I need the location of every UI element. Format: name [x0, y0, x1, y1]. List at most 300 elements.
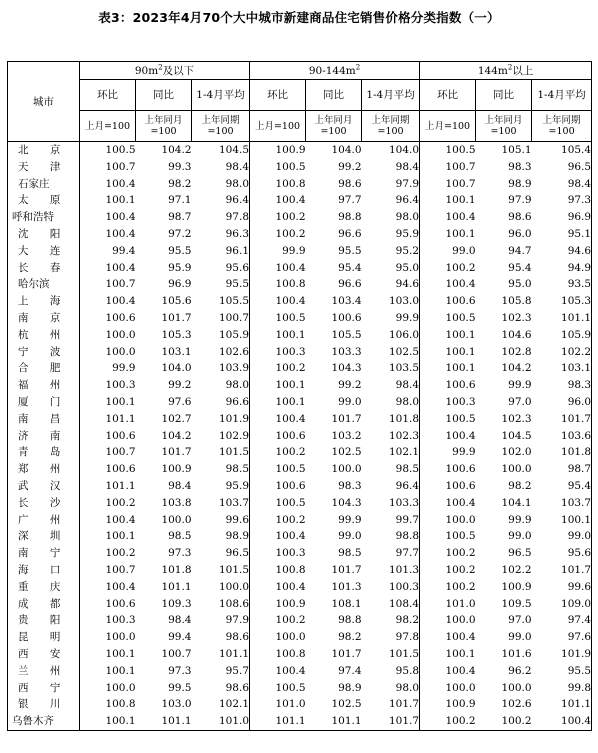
index-value: 98.0 — [225, 177, 250, 190]
index-value: 95.1 — [532, 226, 592, 243]
index-value: 97.2 — [168, 227, 192, 240]
index-value: 101.7 — [161, 446, 192, 459]
index-value: 98.2 — [338, 631, 362, 644]
index-value: 95.6 — [225, 261, 250, 274]
table-body — [8, 142, 592, 731]
index-value: 101.3 — [388, 563, 420, 576]
index-value: 101.6 — [501, 647, 532, 660]
index-value: 98.7 — [532, 461, 592, 478]
index-value: 100.5 — [250, 461, 306, 478]
index-value: 99.0 — [532, 528, 592, 545]
index-value: 100.1 — [105, 530, 136, 543]
index-value: 99.9 — [338, 513, 362, 526]
index-value: 101.8 — [388, 412, 420, 425]
city-name: 南 昌 — [8, 411, 80, 428]
index-value: 101.5 — [218, 446, 250, 459]
index-value: 100.4 — [250, 579, 306, 596]
index-value: 101.9 — [218, 412, 250, 425]
index-value: 100.0 — [105, 681, 136, 694]
table-row — [8, 663, 592, 680]
index-value: 99.0 — [338, 395, 362, 408]
index-value: 100.1 — [420, 226, 476, 243]
index-value: 103.9 — [218, 362, 250, 375]
city-name: 西 宁 — [8, 680, 80, 697]
index-value: 100.9 — [161, 463, 192, 476]
index-value: 99.0 — [508, 631, 532, 644]
city-name: 深 圳 — [8, 528, 80, 545]
index-value: 96.1 — [225, 244, 250, 257]
index-value: 95.2 — [395, 244, 420, 257]
index-value: 98.4 — [395, 379, 420, 392]
index-value: 95.5 — [338, 244, 362, 257]
index-value: 100.0 — [331, 463, 362, 476]
table-row — [8, 310, 592, 327]
index-value: 99.2 — [338, 379, 362, 392]
table-row — [8, 377, 592, 394]
index-value: 101.7 — [161, 311, 192, 324]
index-value: 102.5 — [388, 345, 420, 358]
table-row — [8, 176, 592, 193]
index-value: 98.0 — [395, 681, 420, 694]
index-value: 103.0 — [161, 698, 192, 711]
index-value: 99.9 — [420, 444, 476, 461]
index-value: 100.8 — [250, 562, 306, 579]
index-value: 99.7 — [395, 513, 420, 526]
index-value: 100.5 — [250, 680, 306, 697]
index-value: 102.1 — [218, 698, 250, 711]
city-name: 杭 州 — [8, 327, 80, 344]
index-value: 100.2 — [476, 713, 532, 730]
index-value: 100.5 — [420, 411, 476, 428]
index-value: 97.6 — [532, 629, 592, 646]
index-value: 100.6 — [105, 463, 136, 476]
index-value: 109.5 — [501, 597, 532, 610]
index-value: 100.6 — [250, 428, 306, 445]
index-value: 97.8 — [225, 211, 250, 224]
table-row — [8, 327, 592, 344]
index-value: 102.2 — [532, 344, 592, 361]
index-value: 95.4 — [508, 261, 532, 274]
index-value: 103.2 — [331, 429, 362, 442]
index-value: 100.6 — [420, 461, 476, 478]
index-value: 100.6 — [105, 597, 136, 610]
index-value: 99.9 — [250, 243, 306, 260]
index-value: 103.3 — [331, 345, 362, 358]
index-value: 100.6 — [420, 478, 476, 495]
index-value: 100.7 — [420, 176, 476, 193]
index-value: 100.6 — [420, 293, 476, 310]
index-value: 100.4 — [420, 495, 476, 512]
index-value: 101.1 — [136, 713, 192, 730]
index-value: 97.0 — [508, 395, 532, 408]
index-value: 98.9 — [338, 681, 362, 694]
index-value: 100.4 — [420, 663, 476, 680]
index-value: 96.4 — [395, 479, 420, 492]
index-value: 95.4 — [532, 478, 592, 495]
city-name: 西 安 — [8, 646, 80, 663]
index-value: 105.9 — [218, 328, 250, 341]
index-value: 100.0 — [420, 612, 476, 629]
city-name: 太 原 — [8, 192, 80, 209]
index-value: 96.0 — [532, 394, 592, 411]
index-value: 100.0 — [250, 629, 306, 646]
index-value: 98.5 — [168, 530, 192, 543]
index-value: 98.6 — [338, 177, 362, 190]
index-value: 96.3 — [225, 227, 250, 240]
index-value: 100.7 — [105, 160, 136, 173]
index-value: 99.9 — [508, 513, 532, 526]
index-value: 98.5 — [225, 463, 250, 476]
index-value: 105.6 — [161, 295, 192, 308]
index-value: 100.0 — [218, 580, 250, 593]
table-row — [8, 461, 592, 478]
index-value: 103.7 — [218, 496, 250, 509]
index-value: 100.4 — [250, 411, 306, 428]
index-value: 108.6 — [218, 597, 250, 610]
index-value: 100.2 — [420, 579, 476, 596]
index-value: 105.3 — [161, 328, 192, 341]
index-value: 98.9 — [225, 530, 250, 543]
index-value: 99.9 — [508, 379, 532, 392]
index-value: 100.9 — [420, 696, 476, 713]
index-value: 100.6 — [250, 478, 306, 495]
city-name: 天 津 — [8, 159, 80, 176]
index-value: 97.9 — [395, 177, 420, 190]
index-value: 100.1 — [532, 512, 592, 529]
table-row — [8, 344, 592, 361]
index-value: 100.4 — [420, 209, 476, 226]
index-value: 100.1 — [105, 194, 136, 207]
city-name: 北 京 — [8, 142, 80, 159]
index-value: 100.8 — [105, 698, 136, 711]
city-name: 宁 波 — [8, 344, 80, 361]
index-value: 98.5 — [395, 463, 420, 476]
index-value: 100.8 — [250, 176, 306, 193]
index-value: 100.1 — [420, 344, 476, 361]
index-value: 97.8 — [395, 631, 420, 644]
index-value: 100.9 — [250, 142, 306, 159]
index-value: 104.2 — [161, 144, 192, 156]
index-value: 96.0 — [508, 227, 532, 240]
index-value: 98.0 — [395, 211, 420, 224]
index-value: 106.0 — [388, 328, 420, 341]
index-value: 100.4 — [250, 260, 306, 277]
index-value: 100.2 — [105, 496, 136, 509]
city-name: 合 肥 — [8, 360, 80, 377]
index-value: 100.1 — [420, 192, 476, 209]
index-value: 101.1 — [250, 713, 306, 730]
index-value: 102.3 — [501, 412, 532, 425]
index-value: 96.5 — [508, 547, 532, 560]
index-value: 98.3 — [338, 479, 362, 492]
index-value: 102.1 — [388, 446, 420, 459]
index-value: 98.3 — [532, 377, 592, 394]
index-value: 100.1 — [250, 394, 306, 411]
index-value: 100.5 — [250, 159, 306, 176]
index-value: 95.9 — [395, 227, 420, 240]
index-value: 94.6 — [395, 278, 420, 291]
city-name: 厦 门 — [8, 394, 80, 411]
city-name: 长 春 — [8, 260, 80, 277]
base-header-yoy: 上年同月=100 — [136, 111, 192, 142]
index-value: 103.1 — [532, 360, 592, 377]
table-row — [8, 696, 592, 713]
sub-header-ytd: 1-4月平均 — [192, 80, 250, 111]
index-value: 98.4 — [532, 176, 592, 193]
city-name: 广 州 — [8, 512, 80, 529]
index-value: 98.0 — [225, 379, 250, 392]
index-value: 98.2 — [395, 614, 420, 627]
index-value: 97.3 — [168, 664, 192, 677]
city-name: 济 南 — [8, 428, 80, 445]
index-value: 94.6 — [532, 243, 592, 260]
index-value: 96.6 — [225, 395, 250, 408]
index-value: 95.5 — [168, 244, 192, 257]
group-header-large: $144m^2$以上 — [420, 62, 592, 80]
index-value: 103.1 — [161, 345, 192, 358]
city-name: 福 州 — [8, 377, 80, 394]
sub-header-ytd: 1-4月平均 — [362, 80, 420, 111]
index-value: 100.6 — [420, 377, 476, 394]
index-value: 100.4 — [250, 192, 306, 209]
index-value: 104.2 — [161, 429, 192, 442]
index-value: 97.6 — [168, 395, 192, 408]
table-row — [8, 713, 592, 730]
base-header-ytd: 上年同期=100 — [532, 111, 592, 142]
index-value: 100.1 — [420, 327, 476, 344]
index-value: 97.3 — [532, 192, 592, 209]
index-value: 101.0 — [250, 696, 306, 713]
index-value: 100.0 — [161, 513, 192, 526]
index-value: 102.3 — [388, 429, 420, 442]
index-value: 99.8 — [532, 680, 592, 697]
index-value: 104.3 — [331, 362, 362, 375]
index-value: 98.4 — [168, 479, 192, 492]
index-value: 100.0 — [501, 463, 532, 476]
index-value: 97.7 — [338, 194, 362, 207]
city-name: 武 汉 — [8, 478, 80, 495]
table-row — [8, 411, 592, 428]
index-value: 101.1 — [532, 696, 592, 713]
index-value: 98.4 — [168, 614, 192, 627]
price-index-table — [7, 61, 592, 731]
sub-header-yoy: 同比 — [136, 80, 192, 111]
index-value: 100.4 — [532, 713, 592, 730]
table-row — [8, 528, 592, 545]
index-value: 100.0 — [105, 631, 136, 644]
index-value: 100.4 — [420, 276, 476, 293]
index-value: 95.7 — [225, 664, 250, 677]
index-value: 100.5 — [420, 142, 476, 159]
index-value: 101.1 — [218, 647, 250, 660]
index-value: 97.4 — [338, 664, 362, 677]
table-row — [8, 293, 592, 310]
index-value: 103.5 — [388, 362, 420, 375]
index-value: 101.0 — [420, 596, 476, 613]
index-value: 98.8 — [338, 614, 362, 627]
index-value: 97.0 — [508, 614, 532, 627]
index-value: 99.0 — [508, 530, 532, 543]
index-value: 100.5 — [420, 528, 476, 545]
index-value: 100.2 — [250, 209, 306, 226]
index-value: 98.9 — [508, 177, 532, 190]
table-row — [8, 394, 592, 411]
index-value: 102.2 — [501, 563, 532, 576]
index-value: 101.1 — [161, 580, 192, 593]
index-value: 95.0 — [395, 261, 420, 274]
group-header-medium: $90-144m^2$ — [250, 62, 420, 80]
index-value: 104.5 — [218, 144, 250, 156]
base-header-mom: 上月=100 — [80, 111, 136, 142]
table-row — [8, 260, 592, 277]
index-value: 100.7 — [218, 311, 250, 324]
index-value: 100.3 — [105, 614, 136, 627]
table-row — [8, 276, 592, 293]
group-header-small: $90m^2$及以下 — [80, 62, 250, 80]
index-value: 95.8 — [395, 664, 420, 677]
index-value: 100.0 — [501, 681, 532, 694]
index-value: 105.8 — [501, 295, 532, 308]
city-name: 兰 州 — [8, 663, 80, 680]
index-value: 100.2 — [250, 612, 306, 629]
index-value: 109.3 — [161, 597, 192, 610]
index-value: 101.1 — [306, 713, 362, 730]
table-row — [8, 142, 592, 159]
index-value: 100.7 — [161, 647, 192, 660]
index-value: 102.3 — [501, 311, 532, 324]
city-name: 沈 阳 — [8, 226, 80, 243]
index-value: 100.3 — [105, 379, 136, 392]
index-value: 103.7 — [532, 495, 592, 512]
index-value: 101.8 — [161, 563, 192, 576]
index-value: 100.4 — [250, 528, 306, 545]
index-value: 105.1 — [501, 144, 532, 156]
index-value: 99.0 — [338, 530, 362, 543]
table-row — [8, 680, 592, 697]
index-value: 98.2 — [508, 479, 532, 492]
city-name: 上 海 — [8, 293, 80, 310]
index-value: 105.4 — [532, 142, 592, 159]
index-value: 97.9 — [508, 194, 532, 207]
base-header-ytd: 上年同期=100 — [192, 111, 250, 142]
table-row — [8, 562, 592, 579]
city-name: 南 宁 — [8, 545, 80, 562]
index-value: 100.2 — [420, 713, 476, 730]
index-value: 100.4 — [105, 513, 136, 526]
table-row — [8, 629, 592, 646]
index-value: 100.4 — [105, 295, 136, 308]
index-value: 100.4 — [250, 663, 306, 680]
index-value: 100.8 — [250, 276, 306, 293]
index-value: 99.2 — [168, 379, 192, 392]
index-value: 96.5 — [225, 547, 250, 560]
index-value: 102.7 — [161, 412, 192, 425]
index-value: 101.7 — [331, 647, 362, 660]
index-value: 101.1 — [105, 412, 136, 425]
index-value: 97.9 — [225, 614, 250, 627]
index-value: 99.6 — [225, 513, 250, 526]
index-value: 100.9 — [250, 596, 306, 613]
index-value: 100.3 — [250, 344, 306, 361]
header-sub-row — [8, 80, 592, 111]
index-value: 99.4 — [168, 631, 192, 644]
city-name: 青 岛 — [8, 444, 80, 461]
index-value: 99.0 — [420, 243, 476, 260]
table-row — [8, 512, 592, 529]
index-value: 96.9 — [168, 278, 192, 291]
city-name: 南 京 — [8, 310, 80, 327]
index-value: 100.5 — [420, 310, 476, 327]
table-row — [8, 612, 592, 629]
city-name: 长 沙 — [8, 495, 80, 512]
index-value: 95.9 — [168, 261, 192, 274]
header-group-row — [8, 62, 592, 80]
index-value: 100.7 — [105, 563, 136, 576]
index-value: 96.6 — [338, 227, 362, 240]
city-name: 郑 州 — [8, 461, 80, 478]
table-row — [8, 192, 592, 209]
index-value: 100.4 — [105, 580, 136, 593]
index-value: 104.3 — [331, 496, 362, 509]
sub-header-mom: 环比 — [420, 80, 476, 111]
index-value: 99.9 — [395, 311, 420, 324]
index-value: 99.2 — [338, 160, 362, 173]
city-name: 重 庆 — [8, 579, 80, 596]
index-value: 100.2 — [250, 360, 306, 377]
index-value: 100.7 — [105, 278, 136, 291]
index-value: 100.3 — [420, 394, 476, 411]
index-value: 100.2 — [250, 444, 306, 461]
index-value: 105.5 — [331, 328, 362, 341]
index-value: 100.2 — [250, 226, 306, 243]
index-value: 97.3 — [168, 547, 192, 560]
index-value: 95.9 — [225, 479, 250, 492]
index-value: 101.7 — [532, 562, 592, 579]
table-row — [8, 495, 592, 512]
index-value: 100.1 — [80, 713, 136, 730]
index-value: 103.3 — [388, 496, 420, 509]
table-row — [8, 428, 592, 445]
index-value: 104.5 — [501, 429, 532, 442]
index-value: 95.0 — [508, 278, 532, 291]
index-value: 104.1 — [501, 496, 532, 509]
index-value: 100.6 — [105, 311, 136, 324]
index-value: 104.6 — [501, 328, 532, 341]
index-value: 94.9 — [532, 260, 592, 277]
table-row — [8, 545, 592, 562]
index-value: 102.5 — [331, 446, 362, 459]
table-row — [8, 360, 592, 377]
index-value: 100.4 — [420, 629, 476, 646]
index-value: 105.3 — [532, 293, 592, 310]
index-value: 100.2 — [250, 512, 306, 529]
sub-header-mom: 环比 — [250, 80, 306, 111]
index-value: 94.7 — [508, 244, 532, 257]
table-row — [8, 209, 592, 226]
table-row — [8, 579, 592, 596]
index-value: 104.0 — [388, 144, 420, 156]
index-value: 93.5 — [532, 276, 592, 293]
index-value: 100.4 — [105, 227, 136, 240]
index-value: 100.1 — [420, 360, 476, 377]
index-value: 104.2 — [501, 362, 532, 375]
index-value: 102.6 — [218, 345, 250, 358]
index-value: 98.8 — [395, 530, 420, 543]
index-value: 100.2 — [420, 562, 476, 579]
index-value: 101.1 — [532, 310, 592, 327]
index-value: 96.9 — [532, 209, 592, 226]
index-value: 100.1 — [105, 647, 136, 660]
